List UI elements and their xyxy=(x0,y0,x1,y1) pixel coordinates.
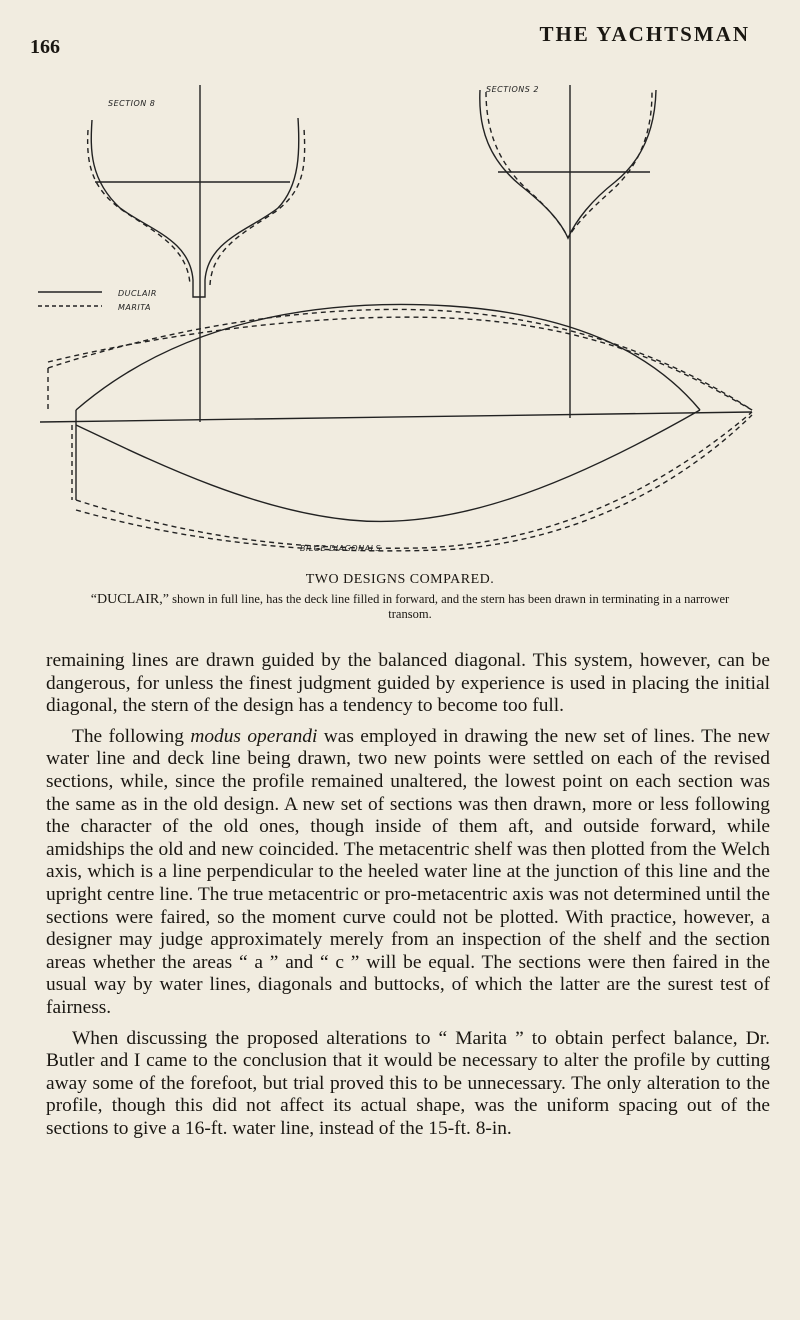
section2-marita xyxy=(486,92,652,238)
running-head: THE YACHTSMAN xyxy=(539,22,750,46)
hull-lines-drawing xyxy=(0,70,800,570)
deck-line-duclair xyxy=(76,304,700,410)
paragraph-1: remaining lines are drawn guided by the balanced diagonal. This system, however, can be dangerous, for unless the finest judgment guided by experience is used in placing the initial diagonal, the stern of the design has a tendency to become too full. xyxy=(46,650,770,717)
paragraph-2-start: The following xyxy=(72,725,191,747)
paragraph-2 xyxy=(46,726,770,1020)
legend-duclair-label: DUCLAIR xyxy=(118,289,157,298)
bilge-diagonals-label: BILGE DIAGONALS xyxy=(300,544,382,553)
figure-caption-title: TWO DESIGNS COMPARED. xyxy=(305,572,495,587)
page-number: 166 xyxy=(30,36,60,58)
section8-duclair xyxy=(91,118,299,297)
bilge-diagonal-marita-2 xyxy=(76,415,752,551)
hull-lines-figure xyxy=(0,70,800,570)
section8-label: SECTION 8 xyxy=(108,99,156,108)
body-text xyxy=(46,650,770,1148)
deck-line-marita xyxy=(48,309,752,410)
water-line xyxy=(40,412,752,422)
paragraph-3: When discussing the proposed alterations to “ Marita ” to obtain perfect balance, Dr. Butler and I came to the conclusion that it would be necessary to alter the profile by cutting away some of the forefoot, but trial proved this to be unnecessary. The only alteration to the profile, though this did not affect its actual shape, was the uniform spacing out of the sections to give a 16-ft. water line, instead of the 15-ft. 8-in. xyxy=(46,1027,770,1139)
section2-label: SECTIONS 2 xyxy=(486,85,539,94)
paragraph-2-italic: modus operandi xyxy=(190,725,318,747)
sheer-marita xyxy=(48,317,752,410)
figure-caption xyxy=(80,592,740,622)
bilge-diagonal-marita xyxy=(76,412,752,548)
caption-body: shown in full line, has the deck line filled in forward, and the stern has been drawn in terminating in a narrower transom. xyxy=(172,592,730,621)
legend-marita-label: MARITA xyxy=(118,303,151,312)
caption-duclair: “DUCLAIR,” xyxy=(90,592,169,607)
paragraph-2-rest: was employed in drawing the new set of lines. The new water line and deck line being drawn, two new points were settled on each of the revised sections, while, since the profile remained unaltered, the lowest point on each section was the same as in the old design. A new set of sections was then drawn, more or less following the character of the old ones, though inside of them aft, and outside forward, while amidships the old and new coincided. The metacentric shelf was then plotted from the Welch axis, which is a line perpendicular to the heeled water line at the junction of this line and the upright centre line. The true metacentric or pro-metacentric axis was not determined until the sections were faired, so the moment curve could not be plotted. With practice, however, a designer may judge approximately merely from an inspection of the shelf and the section areas whether the areas “ a ” and “ c ” will be equal. The sections were then faired in the usual way by water lines, diagonals and buttocks, of which the latter are the surest test of fairness. xyxy=(46,725,771,1018)
section8-marita xyxy=(88,128,305,285)
